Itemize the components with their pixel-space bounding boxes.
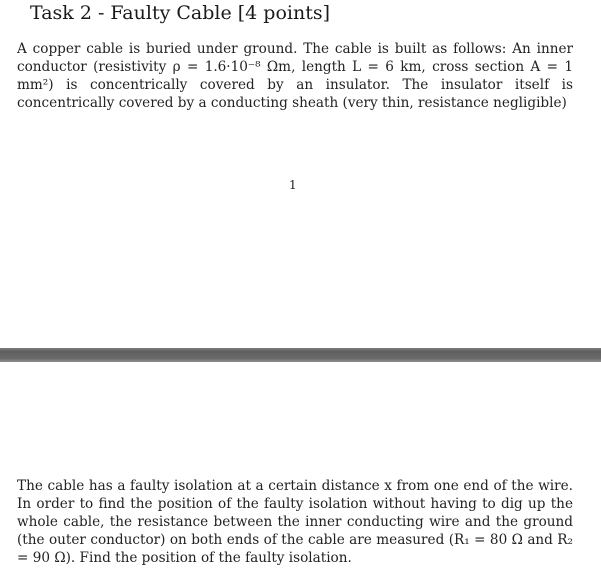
task-title: Task 2 - Faulty Cable [4 points] (30, 2, 331, 24)
problem-paragraph-one: A copper cable is buried under ground. The cable is built as follows: An inner conductor (resistivity ρ = 1.6·10⁻⁸ Ωm, length L = 6 km, cross section A = 1 mm²) is concentrically covered by an insulator. The insulator itself is concentrically covered by a conducting sheath (very thin, resistance negligible) (17, 41, 573, 111)
problem-paragraph-two: The cable has a faulty isolation at a certain distance x from one end of the wire. In order to find the position of the faulty isolation without having to dig up the whole cable, the resistance between the inner conducting wire and the ground (the outer conductor) on both ends of the cable are measured (R₁ = 80 Ω and R₂ = 90 Ω). Find the position of the faulty isolation. (17, 478, 573, 566)
page-separator (0, 348, 601, 362)
page-number: 1 (289, 178, 297, 192)
